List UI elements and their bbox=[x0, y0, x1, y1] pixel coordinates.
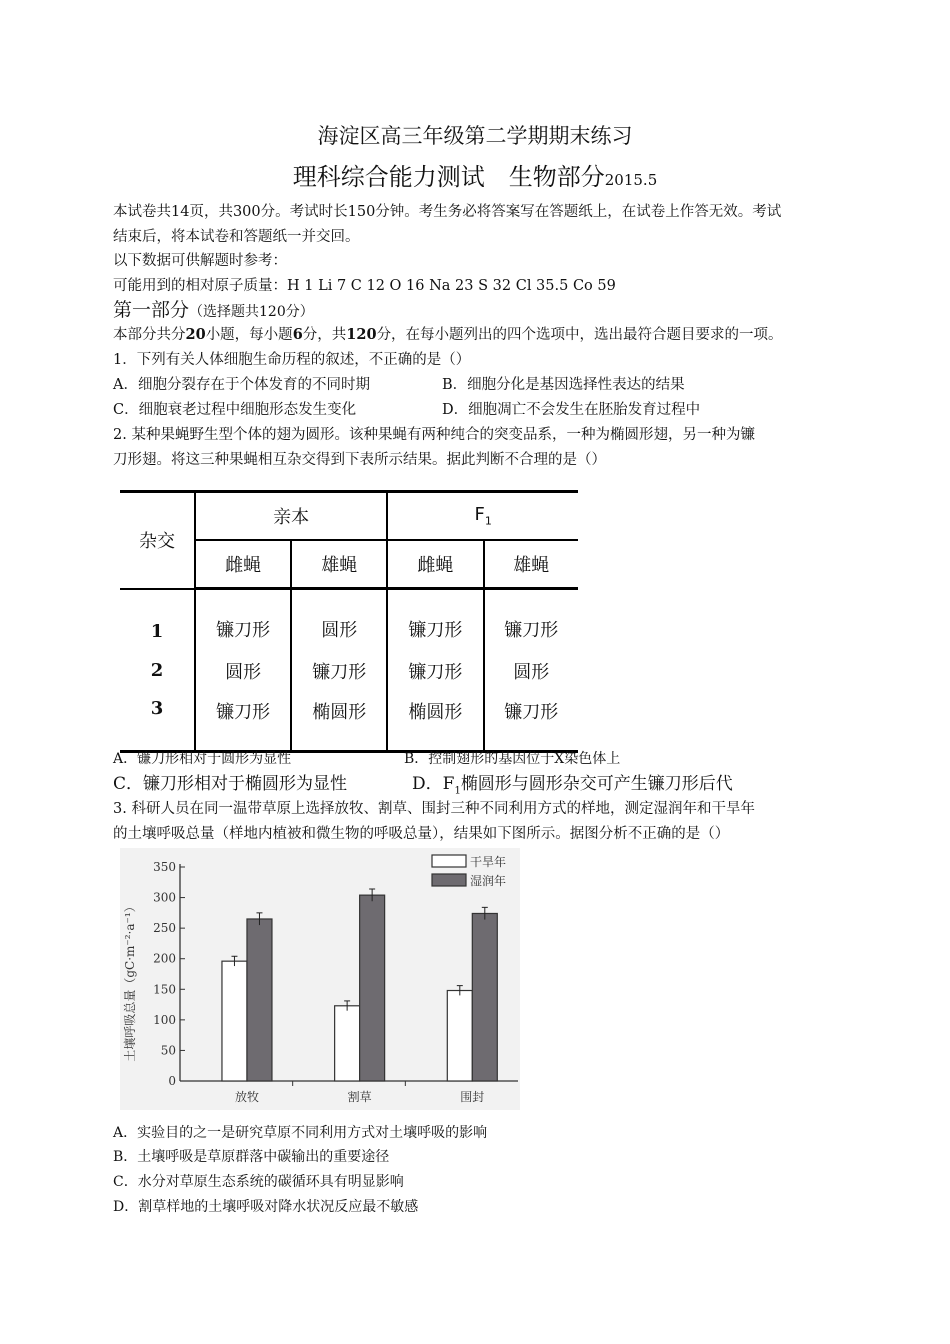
cell-parent-female: 镰刀形 bbox=[195, 589, 291, 648]
cell-f1-male: 圆形 bbox=[513, 661, 550, 683]
bar-wet bbox=[247, 919, 272, 1081]
bar-dry bbox=[222, 961, 247, 1081]
part-heading bbox=[113, 298, 314, 324]
f1-label: F bbox=[474, 504, 485, 526]
cross-table bbox=[120, 490, 578, 753]
legend-swatch bbox=[432, 855, 466, 867]
f1-subscript: 1 bbox=[484, 514, 492, 528]
desc-count: 20 bbox=[185, 326, 206, 343]
cell-parent-female: 镰刀形 bbox=[195, 694, 291, 752]
bar-dry bbox=[335, 1006, 360, 1081]
header-f1-female: 雌蝇 bbox=[387, 540, 483, 589]
desc-points: 6 bbox=[292, 326, 303, 343]
cell-parent-female: 圆形 bbox=[195, 648, 291, 694]
cell-parent-male: 镰刀形 bbox=[291, 648, 387, 694]
x-tick-label: 围封 bbox=[460, 1090, 485, 1104]
exam-date: 2015.5 bbox=[604, 171, 658, 189]
cell-parent-male: 椭圆形 bbox=[291, 694, 387, 752]
q3-option-a: A．实验目的之一是研究草原不同利用方式对土壤呼吸的影响 bbox=[113, 1125, 488, 1141]
desc-total: 120 bbox=[346, 326, 377, 343]
q1-option-a: A．细胞分裂存在于个体发育的不同时期 bbox=[113, 377, 370, 393]
legend-label: 湿润年 bbox=[470, 874, 507, 888]
header-f1-male: 雄蝇 bbox=[484, 540, 578, 589]
legend-label: 干旱年 bbox=[470, 855, 507, 869]
row-number: 1 bbox=[120, 589, 195, 648]
q1-stem: 1．下列有关人体细胞生命历程的叙述，不正确的是（） bbox=[113, 352, 471, 368]
y-axis-label: 土壤呼吸总量（gC·m⁻²·a⁻¹） bbox=[123, 900, 137, 1062]
q2-option-b: B．控制翅形的基因位于X染色体上 bbox=[404, 751, 621, 767]
option-d-prefix: D．F bbox=[412, 774, 455, 794]
desc-text: 小题，每小题 bbox=[205, 327, 293, 343]
x-tick-label: 放牧 bbox=[234, 1090, 259, 1104]
cell-f1-male: 镰刀形 bbox=[484, 694, 578, 752]
intro-line-3: 以下数据可供解题时参考： bbox=[113, 253, 287, 269]
intro-line-2: 结束后，将本试卷和答题纸一并交回。 bbox=[113, 229, 360, 245]
exam-subtitle bbox=[0, 157, 950, 192]
atomic-masses: 可能用到的相对原子质量：H 1 Li 7 C 12 O 16 Na 23 S 32 Cl 35.5 Co 59 bbox=[113, 278, 616, 294]
y-tick-label: 300 bbox=[153, 890, 176, 905]
y-tick-label: 150 bbox=[153, 982, 176, 997]
desc-text: 分，共 bbox=[302, 327, 347, 343]
q3-option-c: C．水分对草原生态系统的碳循环具有明显影响 bbox=[113, 1174, 404, 1190]
soil-respiration-chart bbox=[120, 848, 520, 1110]
desc-text: 分，在每小题列出的四个选项中，选出最符合题目要求的一项。 bbox=[376, 327, 783, 343]
y-tick-label: 50 bbox=[160, 1043, 176, 1058]
q1-option-d: D．细胞凋亡不会发生在胚胎发育过程中 bbox=[442, 402, 701, 418]
legend-swatch bbox=[432, 874, 466, 886]
option-d-subscript: 1 bbox=[454, 785, 461, 797]
q2-option-c: C．镰刀形相对于椭圆形为显性 bbox=[113, 774, 348, 794]
y-tick-label: 200 bbox=[153, 951, 176, 966]
part-description bbox=[113, 323, 783, 347]
cell-f1-male: 镰刀形 bbox=[504, 619, 559, 641]
header-parents: 亲本 bbox=[195, 492, 387, 541]
cell-f1-female: 镰刀形 bbox=[387, 648, 483, 694]
q1-option-c: C．细胞衰老过程中细胞形态发生变化 bbox=[113, 402, 357, 418]
cell-f1-female: 镰刀形 bbox=[387, 589, 483, 648]
header-f1 bbox=[387, 492, 578, 541]
table-row bbox=[120, 694, 578, 752]
exam-title: 海淀区高三年级第二学期期末练习 bbox=[317, 124, 633, 148]
y-tick-label: 100 bbox=[153, 1012, 176, 1027]
subtitle-text: 理科综合能力测试 生物部分 bbox=[292, 163, 605, 191]
y-tick-label: 250 bbox=[153, 921, 176, 936]
intro-line-1: 本试卷共14页，共300分。考试时长150分钟。考生务必将答案写在答题纸上，在试卷上作答无效。考试 bbox=[113, 204, 782, 220]
row-number: 3 bbox=[120, 694, 195, 752]
cell-parent-male: 圆形 bbox=[291, 589, 387, 648]
bar-wet bbox=[472, 913, 497, 1081]
header-cross: 杂交 bbox=[120, 492, 195, 589]
desc-text: 本部分共分 bbox=[113, 327, 186, 343]
bar-wet bbox=[360, 895, 385, 1081]
q2-stem-2: 刀形翅。将这三种果蝇相互杂交得到下表所示结果。据此判断不合理的是（） bbox=[113, 452, 606, 468]
bar-dry bbox=[447, 991, 472, 1081]
part-heading-text: 第一部分 bbox=[113, 299, 190, 321]
y-tick-label: 350 bbox=[153, 860, 176, 874]
q1-option-b: B．细胞分化是基因选择性表达的结果 bbox=[442, 377, 685, 393]
row-number: 2 bbox=[120, 648, 195, 694]
q3-option-b: B．土壤呼吸是草原群落中碳输出的重要途径 bbox=[113, 1149, 390, 1165]
q2-option-a: A．镰刀形相对于圆形为显性 bbox=[113, 751, 292, 767]
y-tick-label: 0 bbox=[168, 1074, 176, 1088]
q3-stem-2: 的土壤呼吸总量（样地内植被和微生物的呼吸总量），结果如下图所示。据图分析不正确的是（） bbox=[113, 826, 730, 842]
q2-stem-1: 2. 某种果蝇野生型个体的翅为圆形。该种果蝇有两种纯合的突变品系，一种为椭圆形翅，另一种为镰 bbox=[113, 427, 755, 443]
header-parent-female: 雌蝇 bbox=[195, 540, 291, 589]
x-tick-label: 割草 bbox=[347, 1090, 372, 1104]
table-row bbox=[120, 589, 578, 648]
header-parent-male: 雄蝇 bbox=[291, 540, 387, 589]
q3-option-d: D．割草样地的土壤呼吸对降水状况反应最不敏感 bbox=[113, 1199, 419, 1215]
part-heading-note: （选择题共120分） bbox=[189, 304, 314, 320]
q3-stem-1: 3. 科研人员在同一温带草原上选择放牧、割草、围封三种不同利用方式的样地，测定湿润年和干旱年 bbox=[113, 801, 755, 817]
table-row bbox=[120, 648, 578, 694]
option-d-text: 椭圆形与圆形杂交可产生镰刀形后代 bbox=[460, 774, 733, 794]
cell-f1-female: 椭圆形 bbox=[387, 694, 483, 752]
